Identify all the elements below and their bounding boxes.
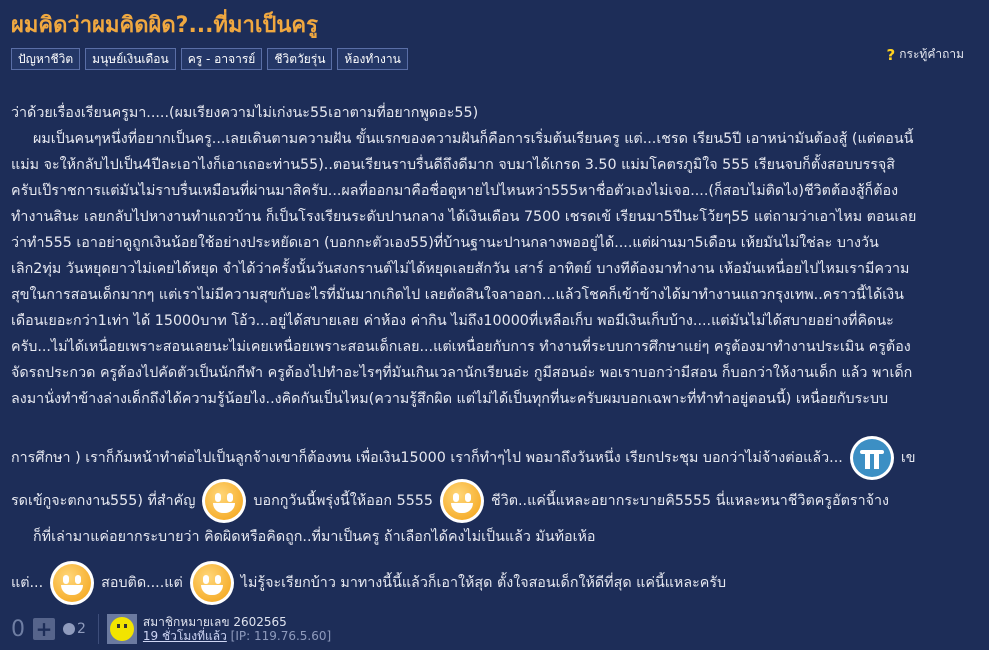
topic-title: ผมคิดว่าผมคิดผิด?...ที่มาเป็นครู (11, 13, 318, 38)
smiling-emoticon-icon (202, 479, 246, 523)
divider (98, 614, 99, 644)
question-type-label: กระทู้คำถาม (899, 47, 964, 61)
body-line: เดือนเยอะกว่า1เท่า ได้ 15000บาท โอ้ว...อยู่ได้สบายเลย ค่าห้อง ค่ากิน ไม่ถึง10000ที่เหลือเก็บ พอมีเงินเก็บบ้าง....แต่มันไม่ได้สบายอย่างที่คิดนะ (11, 313, 894, 329)
body-line: ผมเป็นคนๆหนึ่งที่อยากเป็นครู...เลยเดินตามความฝัน ขั้นแรกของความฝันก็คือการเริ่มต้นเรียนครู แต่...เชรด เรียน5ปี เอาหน่ามันต้องสู้ (แต่ตอนนี้ (33, 131, 914, 147)
body-line: แม่ม จะให้กลับไปเป็น4ปีละเอาไงก็เอาเถอะท่าน55)..ตอนเรียนราบรื่นดีถึงดีมาก จบมาได้เกรด 3.50 แม่มโคตรภูมิใจ 555 เรียนจบก็ตั้งสอบบรรจุสิ (11, 157, 896, 173)
post-footer (11, 614, 331, 644)
body-text: รดเข้กูจะตกงาน555) ที่สำคัญ (11, 493, 196, 509)
body-line: ลงมานั่งทำข้างล่างเด็กถึงได้ความรู้น้อยไง..งคิดกันเป็นไหม(ความรู้สึกผิด แต่ไม่ได้เป็นทุกที่นะครับผมบอกเฉพาะที่ทำทำอยู่ตอนนี้) เหนื่อยกับระบบ (11, 391, 889, 407)
body-text: ชีวิต..แค่นี้แหละอยากระบายคิ5555 นี่แหละหนาชีวิตครูอัตราจ้าง (490, 493, 890, 509)
tag-item[interactable]: ชีวิตวัยรุ่น (267, 48, 332, 70)
member-name[interactable]: สมาชิกหมายเลข 2602565 (142, 615, 287, 629)
body-line: ว่าทำ555 เอาอย่าดูถูกเงินน้อยใช้อย่างประหยัดเอา (บอกกะตัวเอง55)ที่บ้านฐานะปานกลางพออยู่ได้....แต่ผ่านมา5เดือน เห้ยมันไม่ใช่ละ บางวัน (11, 235, 879, 251)
smiley-avatar-icon (110, 617, 134, 641)
tag-item[interactable]: ปัญหาชีวิต (11, 48, 80, 70)
tag-list (11, 48, 408, 70)
body-line: ก็ที่เล่ามาแค่อยากระบายว่า คิดผิดหรือคิดถูก..ที่มาเป็นครู ถ้าเลือกได้คงไม่เป็นแล้ว มันท้อเห้อ (33, 529, 596, 545)
question-mark-icon: ? (886, 45, 896, 64)
body-text: เข (900, 450, 916, 466)
post-body (11, 100, 966, 606)
post-meta (143, 615, 331, 643)
emotion-count: 2 (77, 621, 86, 637)
body-line: สุขในการสอนเด็กมากๆ แต่เราไม่มีความสุขกับอะไรที่มันมากเกิดไป เลยตัดสินใจลาออก...แล้วโชคก็เข้าข้างได้มาทำงานแถวกรุงเทพ..คราวนี้ได้เงิน (11, 287, 904, 303)
body-line-with-emoticon (11, 478, 966, 524)
body-line-with-emoticon (11, 560, 966, 606)
body-line: ครับ...ไม่ได้เหนื่อยเพราะสอนเลยนะไม่เคยเหนื่อยเพราะสอนเด็กเลย...แต่เหนื่อยกับการ ทำงานที่ระบบการศึกษาแย่ๆ ครูต้องมาทำงานประเมิน ครูต้อง (11, 339, 911, 355)
body-text: สอบติด....แต่ (101, 575, 183, 591)
body-line: ครับเป๊ราชการแต่มันไม่ราบรื่นเหมือนที่ผ่านมาสิครับ...ผลที่ออกมาคือชื่อตูหายไปไหนหว่า555หาชื่อตัวเองไม่เจอ....(ก็สอบไม่ติดไง)ชีวิตต้องสู้ก็ต้อง (11, 183, 899, 199)
body-text: บอกกูวันนี้พรุ่งนี้ให้ออก 5555 (253, 493, 433, 509)
question-type-badge (887, 45, 964, 64)
smiling-emoticon-icon (440, 479, 484, 523)
smiling-emoticon-icon (50, 561, 94, 605)
body-line: เลิก2ทุ่ม วันหยุดยาวไม่เคยได้หยุด จำได้ว่าครั้งนั้นวันสงกรานต์ไม่ได้หยุดเลยสักวัน เสาร์ อาทิตย์ บางทีต้องมาทำงาน เห้อมันเหนื่อยไปไหมเรามีความ (11, 261, 910, 277)
body-text: แต่... (11, 575, 44, 591)
emotion-icon (63, 623, 75, 635)
post-ip: [IP: 119.76.5.60] (230, 629, 332, 643)
body-line: ทำงานสินะ เลยกลับไปหางานทำแถวบ้าน ก็เป็นโรงเรียนระดับปานกลาง ได้เงินเดือน 7500 เชรดเข้ เรียนมา5ปีนะโว้ยๆ55 แต่ถามว่าเอาไหม ตอนเลย (11, 209, 917, 225)
tag-item[interactable]: ครู - อาจารย์ (181, 48, 263, 70)
crying-emoticon-icon (850, 436, 894, 480)
tag-item[interactable]: มนุษย์เงินเดือน (85, 48, 176, 70)
tag-item[interactable]: ห้องทำงาน (337, 48, 407, 70)
body-line-with-emoticon (11, 438, 966, 478)
emotion-counter[interactable] (63, 621, 86, 637)
smiling-emoticon-icon (190, 561, 234, 605)
body-line: จัดรถประกวด ครูต้องไปคัดตัวเป็นนักกีฬา ครูต้องไปทำอะไรๆที่มันเกินเวลานักเรียนอ่ะ กูมีสอนอ่ะ พอเราบอกว่ามีสอน ก็บอกว่าให้งานเด็ก แล้ว พาเด็ก (11, 365, 913, 381)
vote-count: 0 (11, 616, 25, 642)
body-line: ว่าด้วยเรื่องเรียนครูมา.....(ผมเรียงความไม่เก่งนะ55เอาตามที่อยากพูดอะ55) (11, 105, 479, 121)
plus-icon[interactable]: + (33, 618, 55, 640)
body-text: ไม่รู้จะเรียกบ้าว มาทางนี้นี้แล้วก็เอาให้สุด ตั้งใจสอนเด็กให้ดีที่สุด แค่นี้แหละครับ (240, 575, 727, 591)
body-text: การศึกษา ) เราก็ก้มหน้าทำต่อไปเป็นลูกจ้างเขาก็ต้องทน เพื่อเงิน15000 เราก็ทำๆไป พอมาถึงวันหนึ่ง เรียกประชุม บอกว่าไม่จ้างต่อแล้ว... (11, 450, 843, 466)
avatar[interactable] (107, 614, 137, 644)
post-time[interactable]: 19 ชั่วโมงที่แล้ว (142, 629, 227, 643)
